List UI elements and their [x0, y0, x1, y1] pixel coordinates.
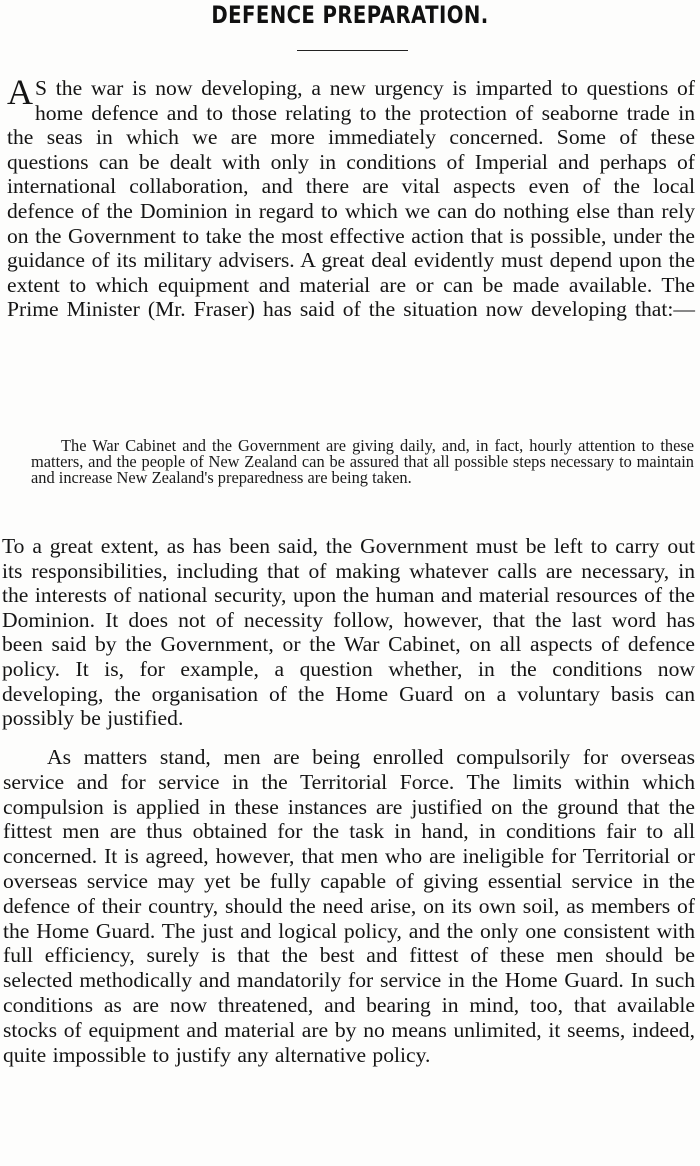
article-paragraph-2: [2, 534, 695, 731]
article-paragraph-3: [3, 745, 695, 1067]
quoted-statement: [31, 438, 694, 485]
paragraph-1-text: S the war is now developing, a new urgency is imparted to questions of home defence and to those relating to the protection of seaborne trade in the seas in which we are more immediately concerned. Some of these questions can be dealt with only in conditions of Imperial and perhaps of international collaboration, and there are vital aspects even of the local defence of the Dominion in regard to which we can do nothing else than rely on the Government to take the most effective action that is possible, under the guidance of its military advisers. A great deal evidently must depend upon the extent to which equipment and material are or can be made available. The Prime Minister (Mr. Fraser) has said of the situation now developing that:—: [7, 76, 695, 322]
headline-rule: [297, 50, 408, 51]
article-paragraph-1: [7, 72, 695, 322]
quote-text: The War Cabinet and the Government are giving daily, and, in fact, hourly attention to these matters, and the people of New Zealand can be assured that all possible steps necessary to maintain and increase New Zealand's preparedness are being taken.: [31, 436, 694, 487]
article-headline: DEFENCE PREPARATION.: [211, 1, 489, 29]
paragraph-3-text: As matters stand, men are being enrolled compulsorily for overseas service and for service in the Territorial Force. The limits within which compulsion is applied in these instances are justified on the ground that the fittest men are thus obtained for the task in hand, in conditions fair to all concerned. It is agreed, however, that men who are ineligible for Territorial or overseas service may yet be fully capable of giving essential service in the defence of their country, should the need arise, on its own soil, as members of the Home Guard. The just and logical policy, and the only one consistent with full efficiency, surely is that the best and fittest of these men should be selected methodically and mandatorily for service in the Home Guard. In such conditions as are now threatened, and bearing in mind, too, that available stocks of equipment and material are by no means unlimited, it seems, indeed, quite impossible to justify any alternative policy.: [3, 745, 695, 1067]
drop-cap: A: [7, 72, 33, 112]
paragraph-2-text: To a great extent, as has been said, the Government must be left to carry out its responsibilities, including that of making whatever calls are necessary, in the interests of national security, upon the human and material resources of the Dominion. It does not of necessity follow, however, that the last word has been said by the Government, or the War Cabinet, on all aspects of defence policy. It is, for example, a question whether, in the conditions now developing, the organisation of the Home Guard on a voluntary basis can possibly be justified.: [2, 534, 695, 731]
